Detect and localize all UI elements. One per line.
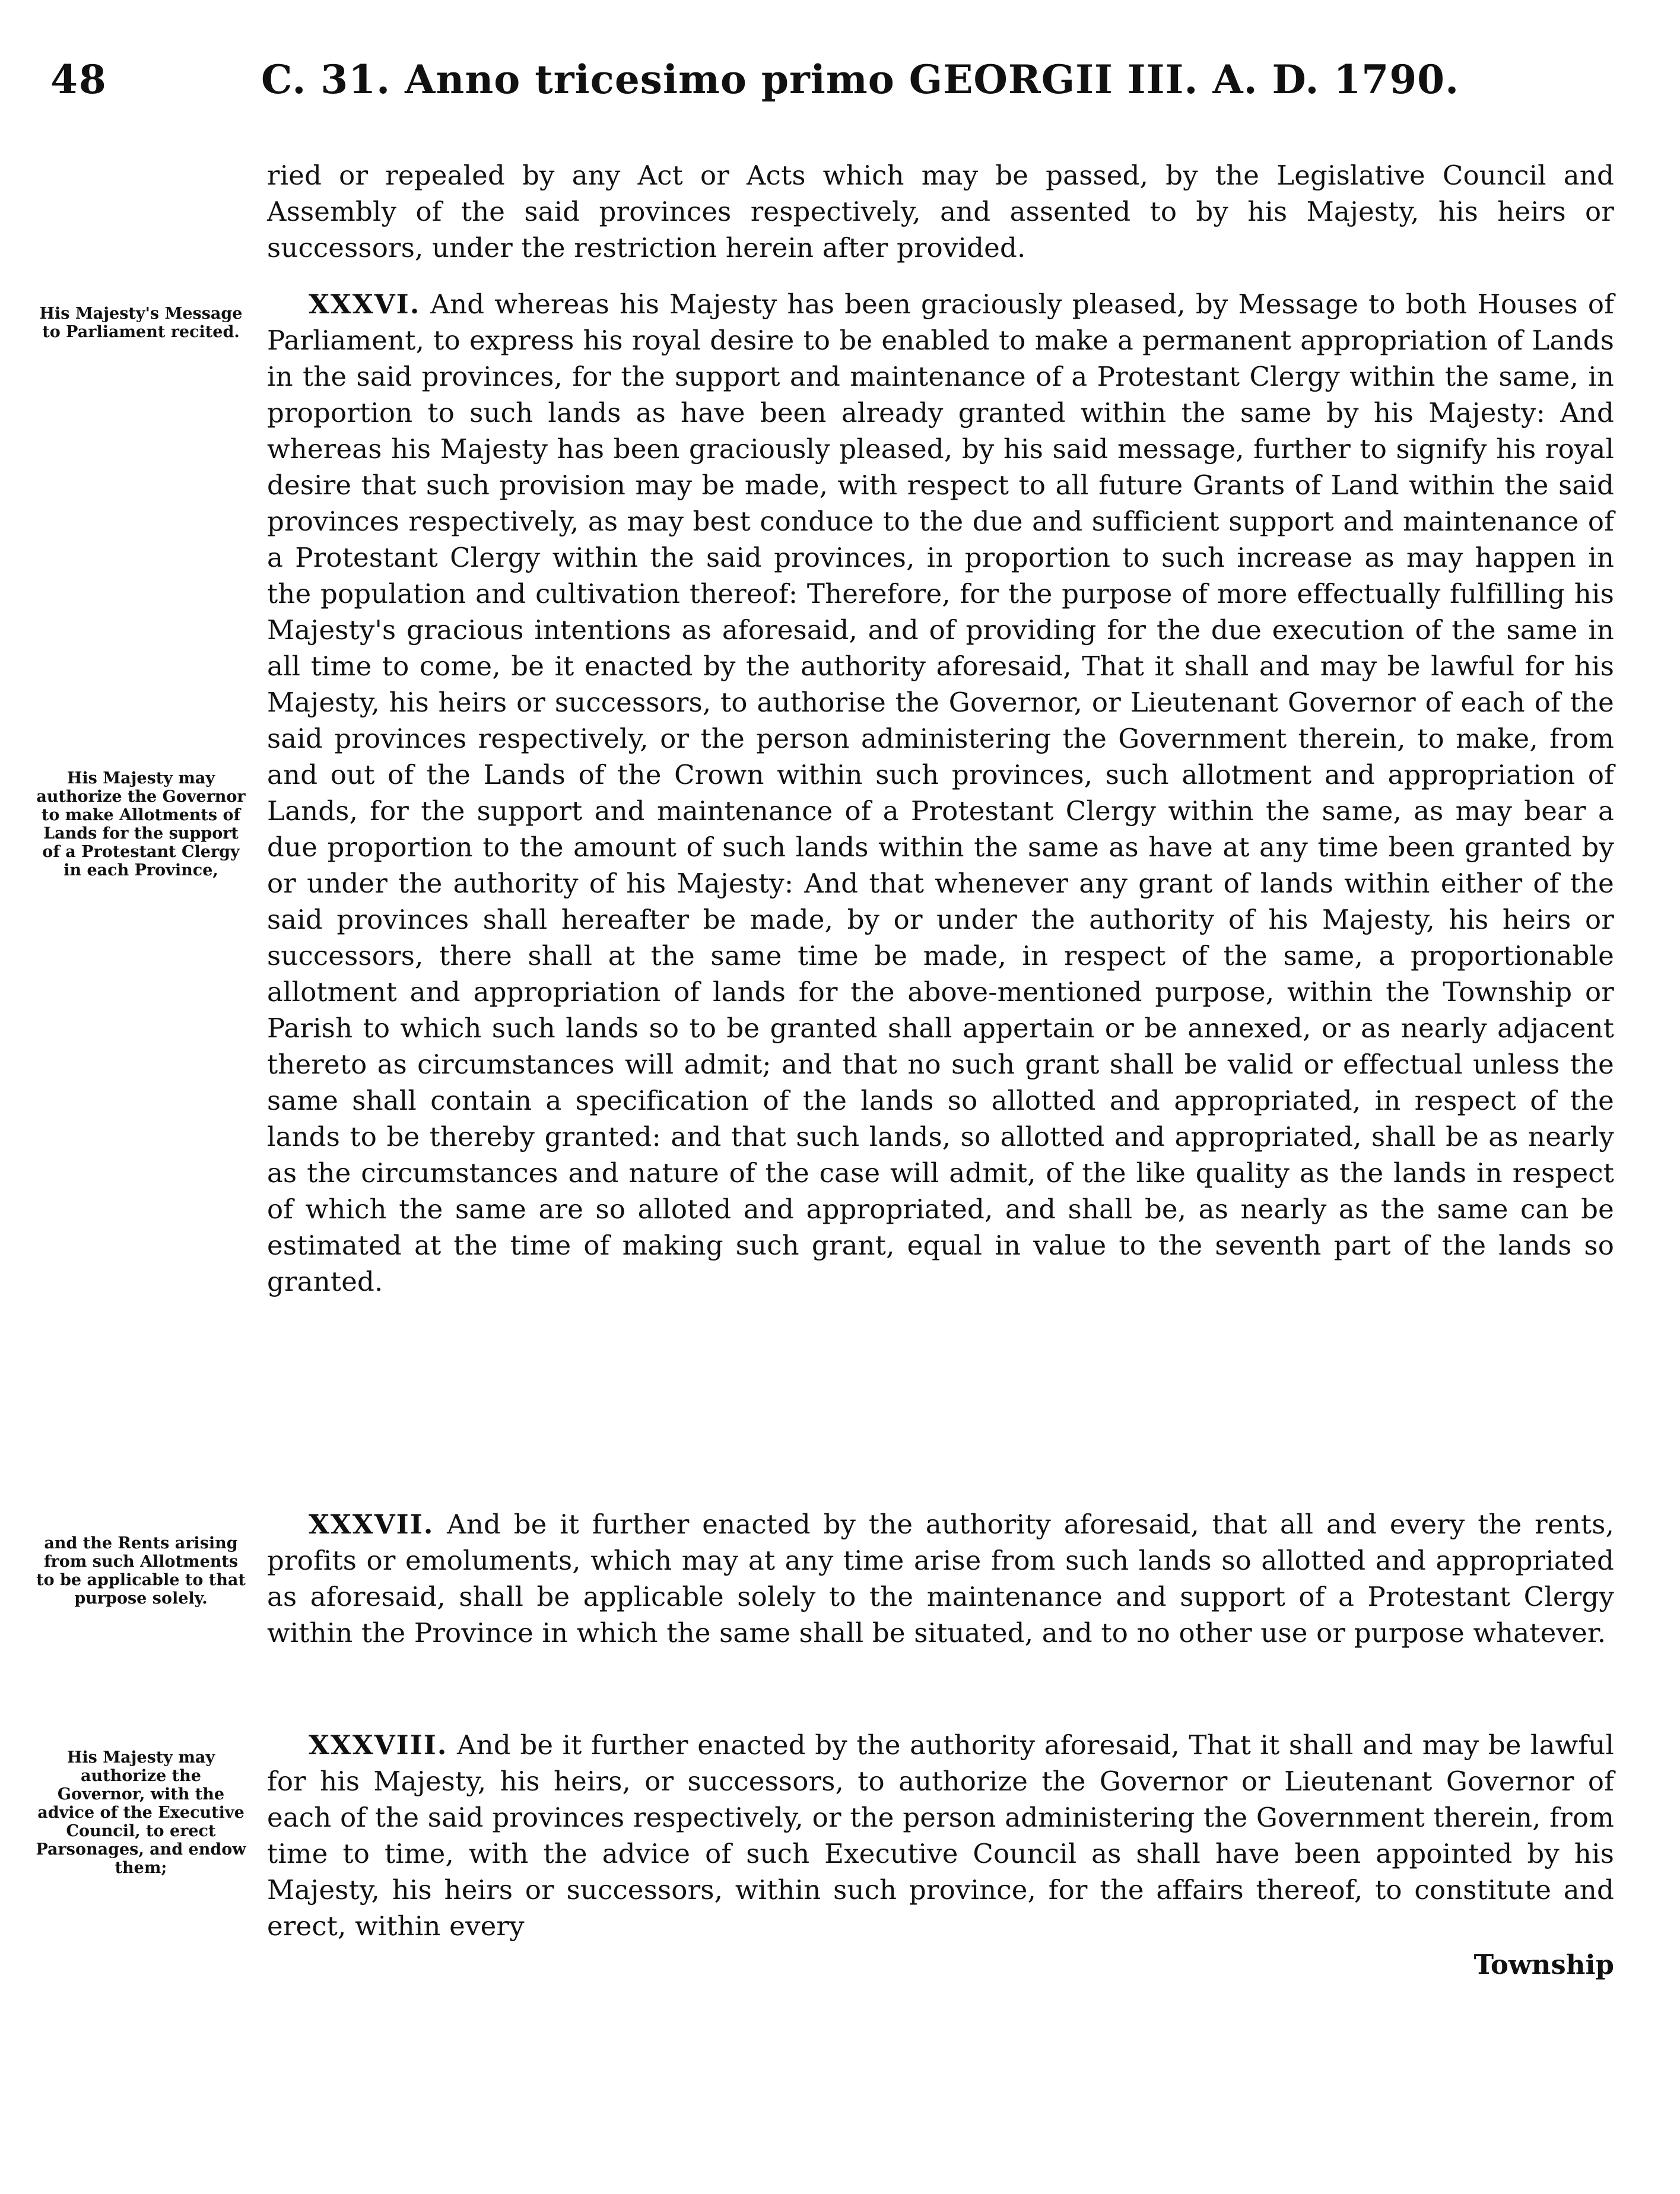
marginal-note-parsonages: His Majesty may authorize the Governor, with the advice of the Executive Council, to erect Parsonages, and endow them; [36, 1748, 246, 1877]
section-38-number: XXXVIII. [309, 1729, 448, 1761]
continuation-paragraph: ried or repealed by any Act or Acts which may be passed, by the Legislative Council and Assembly of the said provinces respectively, and assented to by his Majesty, his heirs or successors, under the restriction herein after provided. [267, 160, 1614, 263]
running-head: C. 31. Anno tricesimo primo GEORGII III. A. D. 1790. [261, 56, 1460, 103]
section-36-paragraph [267, 286, 1614, 1300]
section-37-number: XXXVII. [309, 1509, 434, 1540]
section-36-body: And whereas his Majesty has been graciously pleased, by Message to both Houses of Parliament, to express his royal desire to be enabled to make a permanent appropriation of Lands in the said provinces, for the support and maintenance of a Protestant Clergy within the same, in proportion to such lands as have been already granted within the same by his Majesty: And whereas his Majesty has been graciously pleased, by his said message, further to signify his royal desire that such provision may be made, with respect to all future Grants of Land within the said provinces respectively, as may best conduce to the due and sufficient support and maintenance of a Protestant Clergy within the said provinces, in proportion to such increase as may happen in the population and cultivation thereof: Therefore, for the purpose of more effectually fulfilling his Majesty's gracious intentions as aforesaid, and of providing for the due execution of the same in all time to come, be it enacted by the authority aforesaid, That it shall and may be lawful for his Majesty, his heirs or successors, to authorise the Governor, or Lieutenant Governor of each of the said provinces respectively, or the person administering the Government therein, to make, from and out of the Lands of the Crown within such provinces, such allotment and appropriation of Lands, for the support and maintenance of a Protestant Clergy within the same, as may bear a due proportion to the amount of such lands within the same as have at any time been granted by or under the authority of his Majesty: And that whenever any grant of lands within either of the said provinces shall hereafter be made, by or under the authority of his Majesty, his heirs or successors, there shall at the same time be made, in respect of the same, a proportionable allotment and appropriation of lands for the above-mentioned purpose, within the Township or Parish to which such lands so to be granted shall appertain or be annexed, or as nearly adjacent thereto as circumstances will admit; and that no such grant shall be valid or effectual unless the same shall contain a specification of the lands so allotted and appropriated, in respect of the lands to be thereby granted: and that such lands, so allotted and appropriated, shall be as nearly as the circumstances and nature of the case will admit, of the like quality as the lands in respect of which the same are so alloted and appropriated, and shall be, as nearly as the same can be estimated at the time of making such grant, equal in value to the seventh part of the lands so granted. [267, 288, 1614, 1297]
section-37-paragraph [267, 1506, 1614, 1651]
section-38-paragraph [267, 1727, 1614, 1944]
marginal-note-rents-applicable: and the Rents arising from such Allotments to be applicable to that purpose solely. [36, 1534, 246, 1608]
marginal-note-clergy-allotments: His Majesty may authorize the Governor to make Allotments of Lands for the support of a Protestant Clergy in each Province, [36, 769, 246, 879]
section-37-body: And be it further enacted by the authority aforesaid, that all and every the rents, profits or emoluments, which may at any time arise from such lands so allotted and appropriated as aforesaid, shall be applicable solely to the maintenance and support of a Protestant Clergy within the Province in which the same shall be situated, and to no other use or purpose whatever. [267, 1509, 1614, 1649]
catchword: Township [1473, 1949, 1614, 1980]
page-number: 48 [50, 56, 107, 103]
section-36-number: XXXVI. [309, 288, 421, 320]
section-38-body: And be it further enacted by the authority aforesaid, That it shall and may be lawful for his Majesty, his heirs, or successors, to authorize the Governor or Lieutenant Governor of each of the said provinces respectively, or the person administering the Government therein, from time to time, with the advice of such Executive Council as shall have been appointed by his Majesty, his heirs or successors, within such province, for the affairs thereof, to constitute and erect, within every [267, 1729, 1614, 1942]
marginal-note-message-recited: His Majesty's Message to Parliament recited. [39, 304, 243, 341]
